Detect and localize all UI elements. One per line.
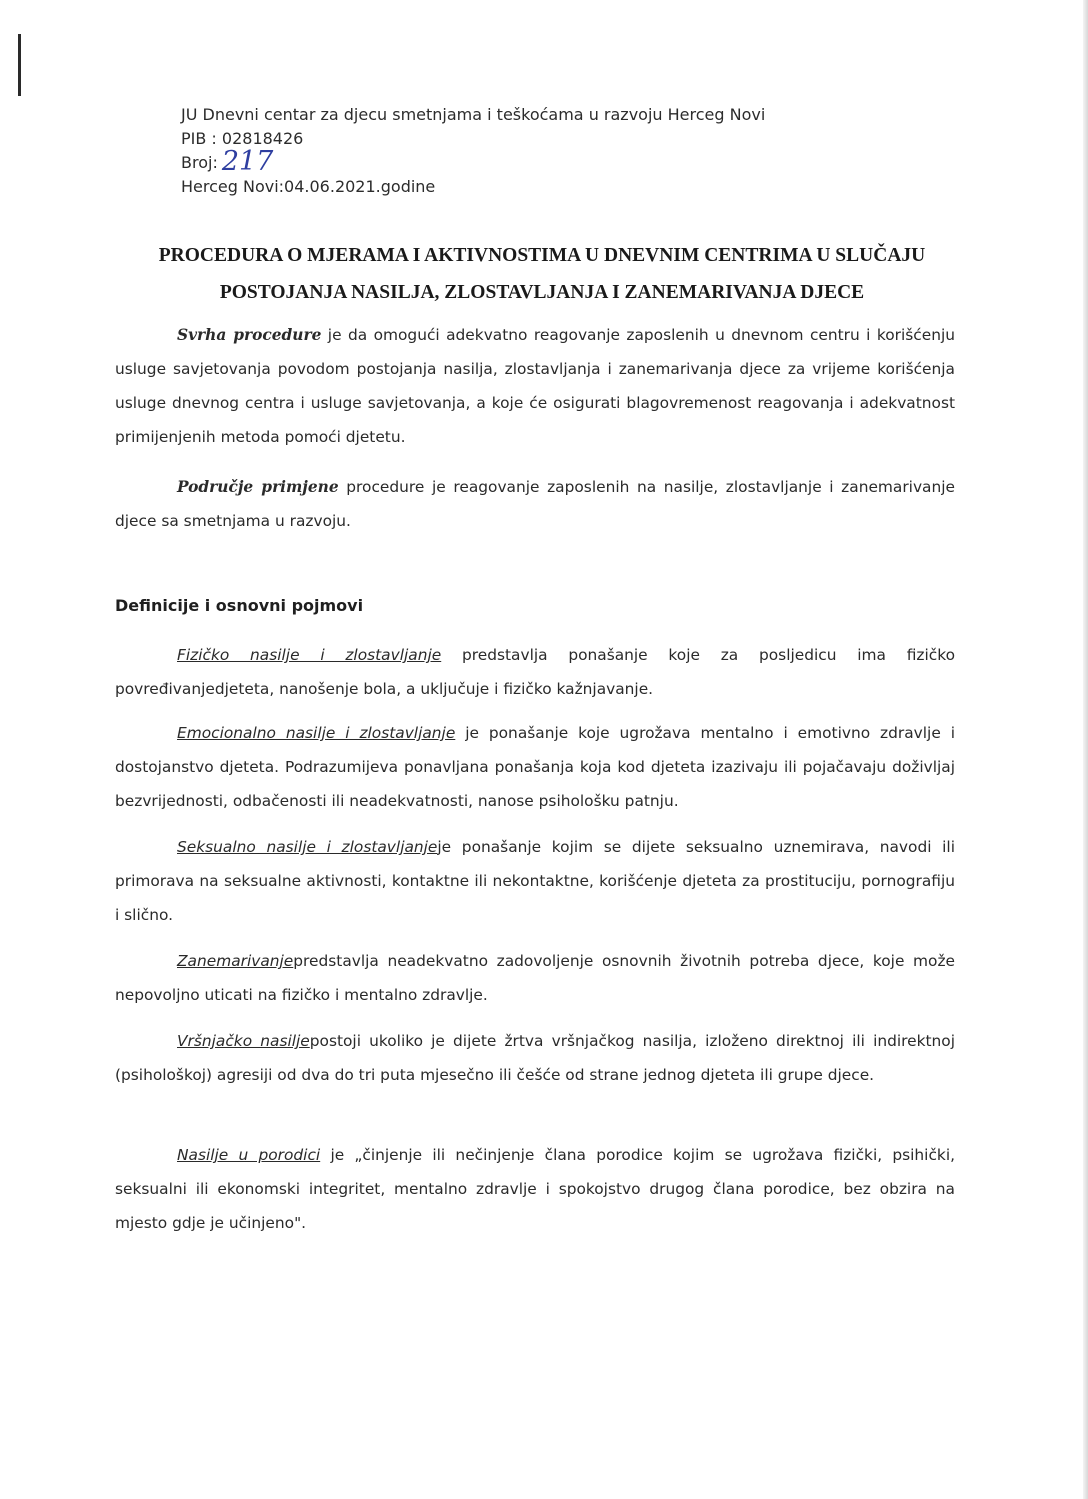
place-and-date: Herceg Novi:04.06.2021.godine bbox=[181, 177, 436, 196]
definition-family-violence bbox=[115, 1138, 955, 1240]
pib-number: PIB : 02818426 bbox=[181, 129, 304, 148]
definition-paragraph bbox=[115, 1024, 955, 1092]
definition-term: Zanemarivanje bbox=[177, 952, 294, 970]
reference-number bbox=[181, 146, 765, 177]
definitions-heading: Definicije i osnovni pojmovi bbox=[115, 596, 364, 615]
definition-text: je ponašanje koje ugrožava mentalno i emotivno zdravlje i dostojanstvo djeteta. Podrazumijeva ponavljana ponašanja koja kod djeteta izazivaju ili pojačavaju doživljaj bezvrijednosti, odbačenosti ili neadekvatnosti, nanose psihološku patnju. bbox=[115, 724, 955, 810]
scan-artifact-mark bbox=[18, 34, 21, 96]
definition-term: Vršnjačko nasilje bbox=[177, 1032, 310, 1050]
definition-term: Nasilje u porodici bbox=[177, 1146, 321, 1164]
purpose-section bbox=[115, 318, 955, 454]
document-header bbox=[181, 103, 765, 199]
definition-physical bbox=[115, 638, 955, 706]
document-title bbox=[112, 237, 972, 311]
definition-paragraph bbox=[115, 944, 955, 1012]
scope-text: procedure je reagovanje zaposlenih na nasilje, zlostavljanje i zanemarivanje djece sa smetnjama u razvoju. bbox=[115, 478, 955, 530]
purpose-text: je da omogući adekvatno reagovanje zaposlenih u dnevnom centru i korišćenju usluge savjetovanja povodom postojanja nasilja, zlostavljanja i zanemarivanja djece za vrijeme korišćenja usluge dnevnog centra i usluge savjetovanja, a koje će osigurati blagovremenost reagovanja i adekvatnost primijenjenih metoda pomoći djetetu. bbox=[115, 326, 955, 446]
title-line-2: POSTOJANJA NASILJA, ZLOSTAVLJANJA I ZANEMARIVANJA DJECE bbox=[219, 282, 865, 303]
scope-paragraph bbox=[115, 470, 955, 538]
definition-text: predstavlja ponašanje koje za posljedicu ima fizičko povređivanjedjeteta, nanošenje bola, a uključuje i fizičko kažnjavanje. bbox=[115, 646, 956, 698]
definition-term: Fizičko nasilje i zlostavljanje bbox=[177, 646, 442, 664]
definition-neglect bbox=[115, 944, 955, 1012]
definition-text: postoji ukoliko je dijete žrtva vršnjačkog nasilja, izloženo direktnoj ili indirektnoj (psihološkoj) agresiji od dva do tri puta mjesečno ili češće od strane jednog djeteta ili grupe djece. bbox=[115, 1032, 955, 1084]
scan-page-edge bbox=[1083, 0, 1088, 1499]
definition-emotional bbox=[115, 716, 955, 818]
handwritten-reference-number: 217 bbox=[221, 146, 274, 177]
definition-sexual bbox=[115, 830, 955, 932]
purpose-paragraph bbox=[115, 318, 955, 454]
definition-peer-violence bbox=[115, 1024, 955, 1092]
definition-paragraph bbox=[115, 716, 955, 818]
definition-term: Emocionalno nasilje i zlostavljanje bbox=[177, 724, 456, 742]
purpose-lead: Svrha procedure bbox=[177, 326, 322, 344]
definition-text: je „činjenje ili nečinjenje člana porodice kojim se ugrožava fizički, psihički, seksualni ili ekonomski integritet, mentalno zdravlje i spokojstvo drugog člana porodice, bez obzira na mjesto gdje je učinjeno". bbox=[115, 1146, 955, 1232]
title-line-1: PROCEDURA O MJERAMA I AKTIVNOSTIMA U DNEVNIM CENTRIMA U SLUČAJU bbox=[158, 245, 926, 266]
scope-lead: Područje primjene bbox=[177, 478, 339, 496]
definition-term: Seksualno nasilje i zlostavljanje bbox=[177, 838, 438, 856]
definition-paragraph bbox=[115, 1138, 955, 1240]
reference-label: Broj: bbox=[181, 153, 218, 172]
definition-paragraph bbox=[115, 830, 955, 932]
institution-name: JU Dnevni centar za djecu smetnjama i teškoćama u razvoju Herceg Novi bbox=[181, 105, 766, 124]
scope-section bbox=[115, 470, 955, 538]
definition-text: je ponašanje kojim se dijete seksualno uznemirava, navodi ili primorava na seksualne aktivnosti, kontaktne ili nekontaktne, korišćenje djeteta za prostituciju, pornografiju i slično. bbox=[115, 838, 955, 924]
definition-paragraph bbox=[115, 638, 955, 706]
definition-text: predstavlja neadekvatno zadovoljenje osnovnih životnih potreba djece, koje može nepovoljno uticati na fizičko i mentalno zdravlje. bbox=[115, 952, 955, 1004]
